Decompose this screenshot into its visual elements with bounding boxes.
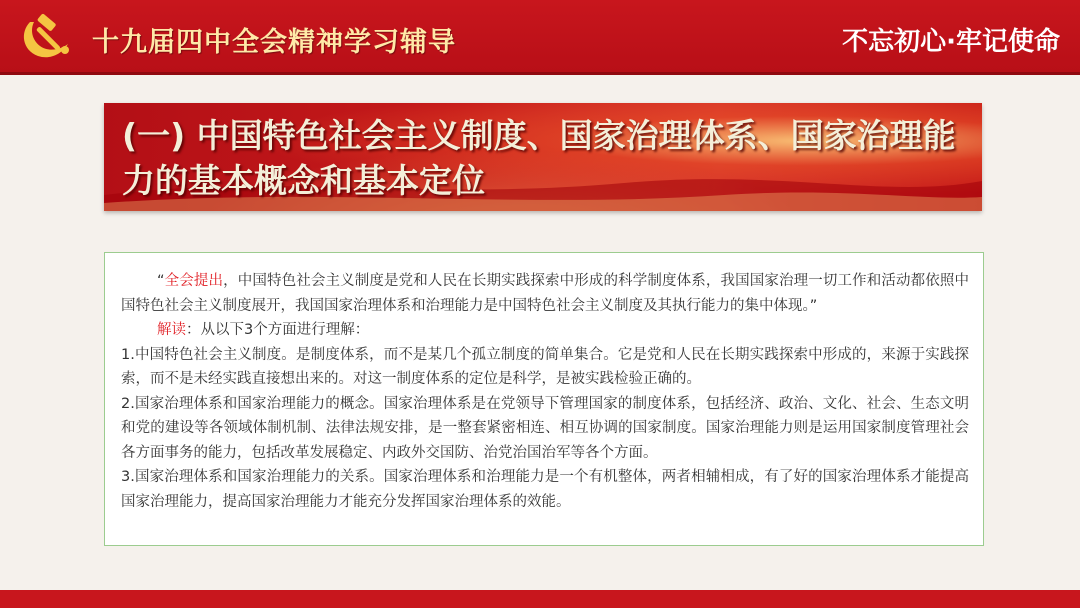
point-3: 3.国家治理体系和国家治理能力的关系。国家治理体系和治理能力是一个有机整体，两者相辅相成，有了好的国家治理体系才能提高国家治理能力，提高国家治理能力才能充分发挥国家治理体系的效能。 <box>121 469 969 510</box>
content-box <box>104 252 984 546</box>
footer-bar <box>0 590 1080 608</box>
point-1: 1.中国特色社会主义制度。是制度体系，而不是某几个孤立制度的简单集合。它是党和人民在长期实践探索中形成的，来源于实践探索，而不是未经实践直接想出来的。对这一制度体系的定位是科学，是被实践检验正确的。 <box>121 346 969 387</box>
page-title: 十九届四中全会精神学习辅导 <box>92 27 456 58</box>
quote-open: “ <box>157 273 165 289</box>
slogan: 不忘初心·牢记使命 <box>842 27 1060 57</box>
interp-text: ：从以下3个方面进行理解： <box>186 322 370 338</box>
interpretation-heading <box>121 318 969 343</box>
quote-lead: 全会提出 <box>164 273 224 289</box>
header-bar <box>0 0 1080 75</box>
interp-lead: 解读 <box>157 322 186 338</box>
section-title: (一) 中国特色社会主义制度、国家治理体系、国家治理能力的基本概念和基本定位 <box>122 116 956 200</box>
section-banner <box>104 103 982 211</box>
quote-paragraph <box>121 269 969 318</box>
quote-text: ，中国特色社会主义制度是党和人民在长期实践探索中形成的科学制度体系，我国国家治理一切工作和活动都依照中国特色社会主义制度展开，我国国家治理体系和治理能力是中国特色社会主义制度及其执行能力的集中体现。” <box>121 273 970 314</box>
hammer-sickle-icon <box>16 10 80 62</box>
point-2: 2.国家治理体系和国家治理能力的概念。国家治理体系是在党领导下管理国家的制度体系，包括经济、政治、文化、社会、生态文明和党的建设等各领域体制机制、法律法规安排，是一整套紧密相连、相互协调的国家制度。国家治理能力则是运用国家制度管理社会各方面事务的能力，包括改革发展稳定、内政外交国防、治党治国治军等各个方面。 <box>121 395 969 461</box>
